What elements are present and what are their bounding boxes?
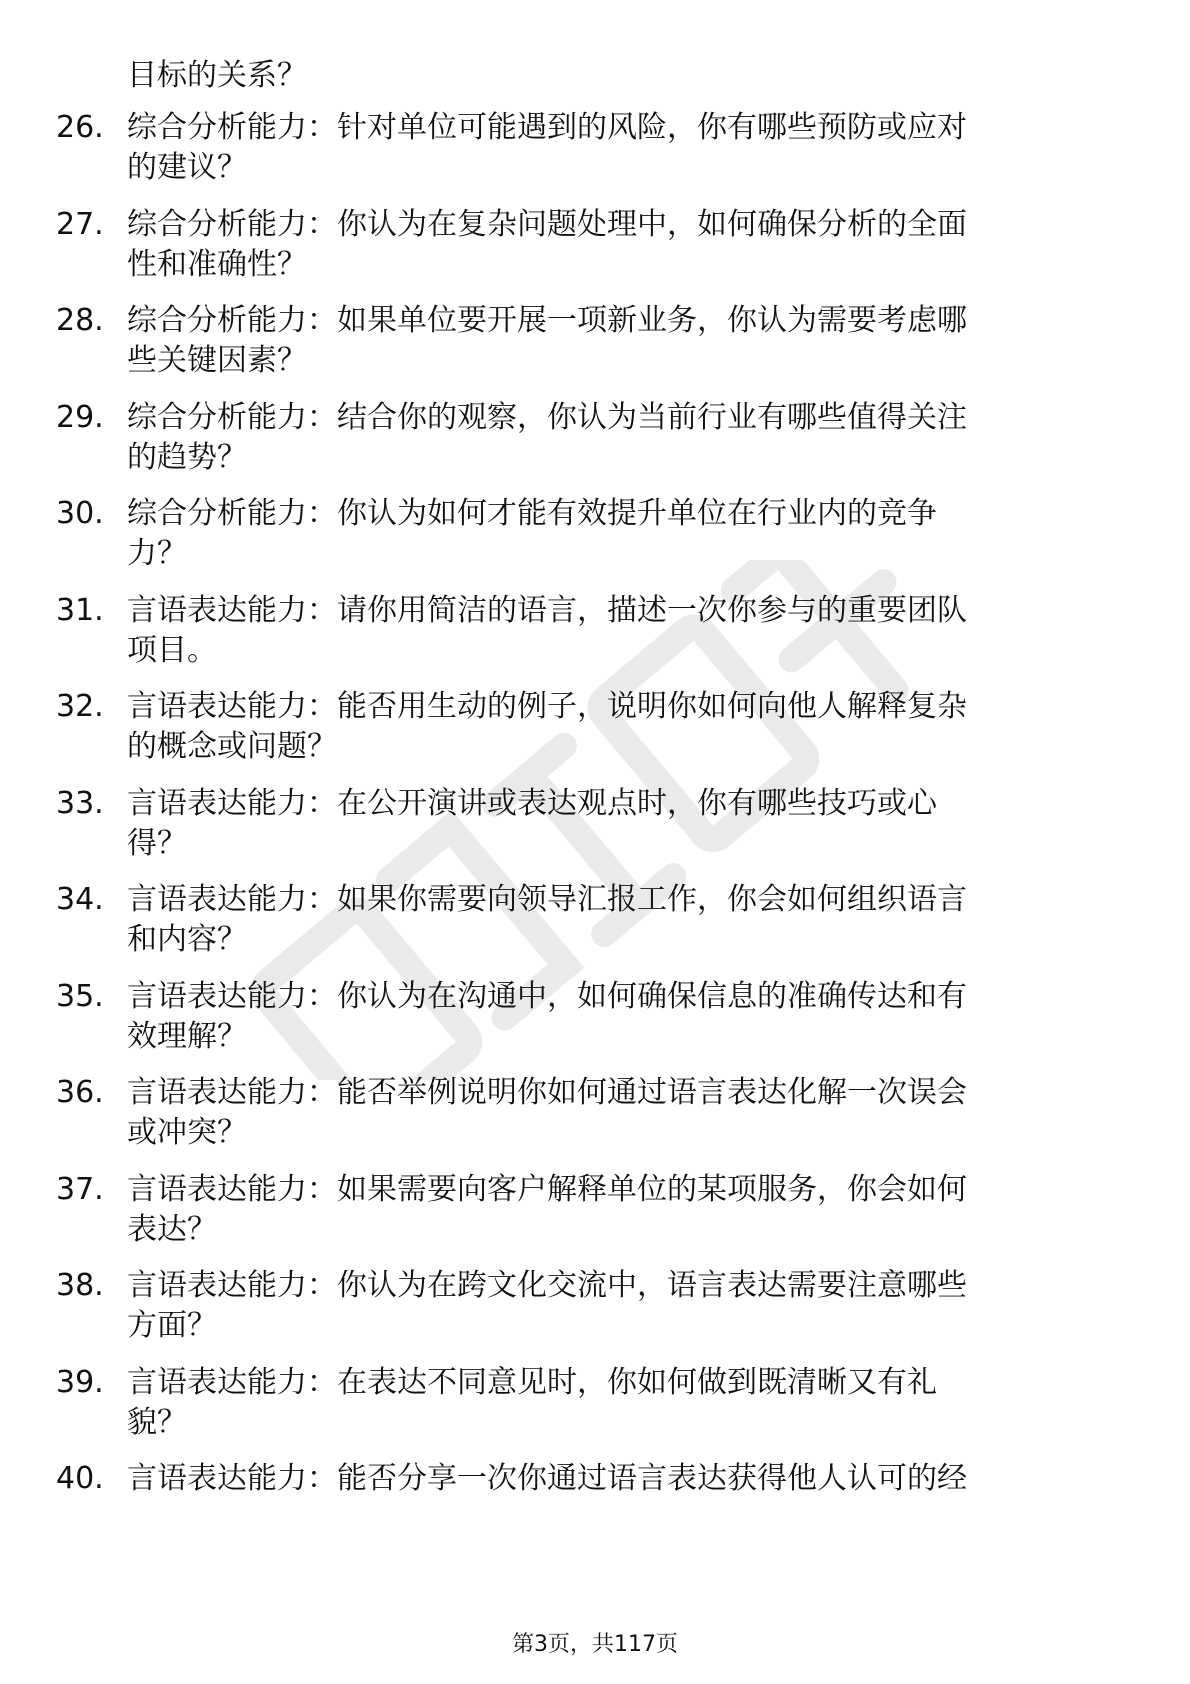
question-text-line: 或冲突？: [127, 1115, 247, 1150]
question-text-line: 项目。: [127, 632, 217, 668]
question-text-line: 言语表达能力：能否举例说明你如何通过语言表达化解一次误会: [127, 1075, 967, 1110]
question-number: 37.: [56, 1171, 104, 1207]
question-text-line: 言语表达能力：在公开演讲或表达观点时，你有哪些技巧或心: [127, 785, 937, 821]
question-text: [127, 1363, 1112, 1443]
question-text: [127, 1170, 1112, 1250]
question-text: [127, 591, 1112, 671]
question-text: [127, 880, 1112, 960]
question-text: [127, 784, 1112, 864]
question-text-line: 言语表达能力：在表达不同意见时，你如何做到既清晰又有礼: [127, 1364, 937, 1400]
question-text-line: 力？: [127, 536, 187, 571]
question-text-line: 言语表达能力：如果你需要向领导汇报工作，你会如何组织语言: [127, 882, 967, 917]
question-number: 34.: [56, 882, 104, 917]
question-number: 31.: [56, 592, 104, 628]
question-text-line: 性和准确性？: [127, 246, 307, 282]
question-text-line: 方面？: [127, 1308, 217, 1343]
question-text: [127, 398, 1112, 478]
question-text-line: 言语表达能力：你认为在沟通中，如何确保信息的准确传达和有: [127, 978, 967, 1014]
question-number: 28.: [56, 303, 104, 338]
question-text-line: 综合分析能力：如果单位要开展一项新业务，你认为需要考虑哪: [127, 303, 967, 338]
question-text-line: 的趋势？: [127, 439, 247, 475]
question-text-line: 的概念或问题？: [127, 729, 337, 764]
question-text-line: 言语表达能力：你认为在跨文化交流中，语言表达需要注意哪些: [127, 1268, 967, 1303]
question-text-line: 综合分析能力：你认为如何才能有效提升单位在行业内的竞争: [127, 496, 937, 531]
question-text-line: 言语表达能力：请你用简洁的语言，描述一次你参与的重要团队: [127, 592, 967, 628]
question-text-line: 表达？: [127, 1211, 217, 1247]
question-text: [127, 301, 1112, 381]
question-number: 38.: [56, 1268, 104, 1303]
question-text-line: 综合分析能力：你认为在复杂问题处理中，如何确保分析的全面: [127, 206, 967, 242]
question-text-line: 综合分析能力：结合你的观察，你认为当前行业有哪些值得关注: [127, 399, 967, 435]
question-text: [127, 687, 1112, 767]
question-number: 32.: [56, 689, 104, 724]
question-text: [127, 1073, 1112, 1153]
question-text: [127, 1459, 1112, 1499]
question-text-line: 言语表达能力：如果需要向客户解释单位的某项服务，你会如何: [127, 1171, 967, 1207]
question-text-line: 的建议？: [127, 150, 247, 185]
question-number: 33.: [56, 785, 104, 821]
question-text: [127, 977, 1112, 1057]
question-text-line: 言语表达能力：能否分享一次你通过语言表达获得他人认可的经: [127, 1461, 967, 1496]
question-text: [127, 108, 1112, 188]
question-number: 27.: [56, 206, 104, 242]
question-text-line: 和内容？: [127, 922, 247, 957]
question-number: 30.: [56, 496, 104, 531]
question-text-line: 些关键因素？: [127, 343, 307, 378]
question-number: 26.: [56, 110, 104, 145]
question-number: 35.: [56, 978, 104, 1014]
question-text: [127, 494, 1112, 574]
question-text-line: 综合分析能力：针对单位可能遇到的风险，你有哪些预防或应对: [127, 110, 967, 145]
continuation-text: 目标的关系？: [127, 58, 307, 93]
question-text: [127, 1266, 1112, 1346]
question-number: 40.: [56, 1461, 104, 1496]
question-text-line: 得？: [127, 825, 187, 861]
question-number: 29.: [56, 399, 104, 435]
question-text-line: 貌？: [127, 1404, 187, 1440]
question-number: 36.: [56, 1075, 104, 1110]
question-text-line: 言语表达能力：能否用生动的例子，说明你如何向他人解释复杂: [127, 689, 967, 724]
question-text-line: 效理解？: [127, 1018, 247, 1054]
page-number: 第3页，共117页: [512, 1632, 678, 1657]
question-text: [127, 205, 1112, 285]
question-number: 39.: [56, 1364, 104, 1400]
